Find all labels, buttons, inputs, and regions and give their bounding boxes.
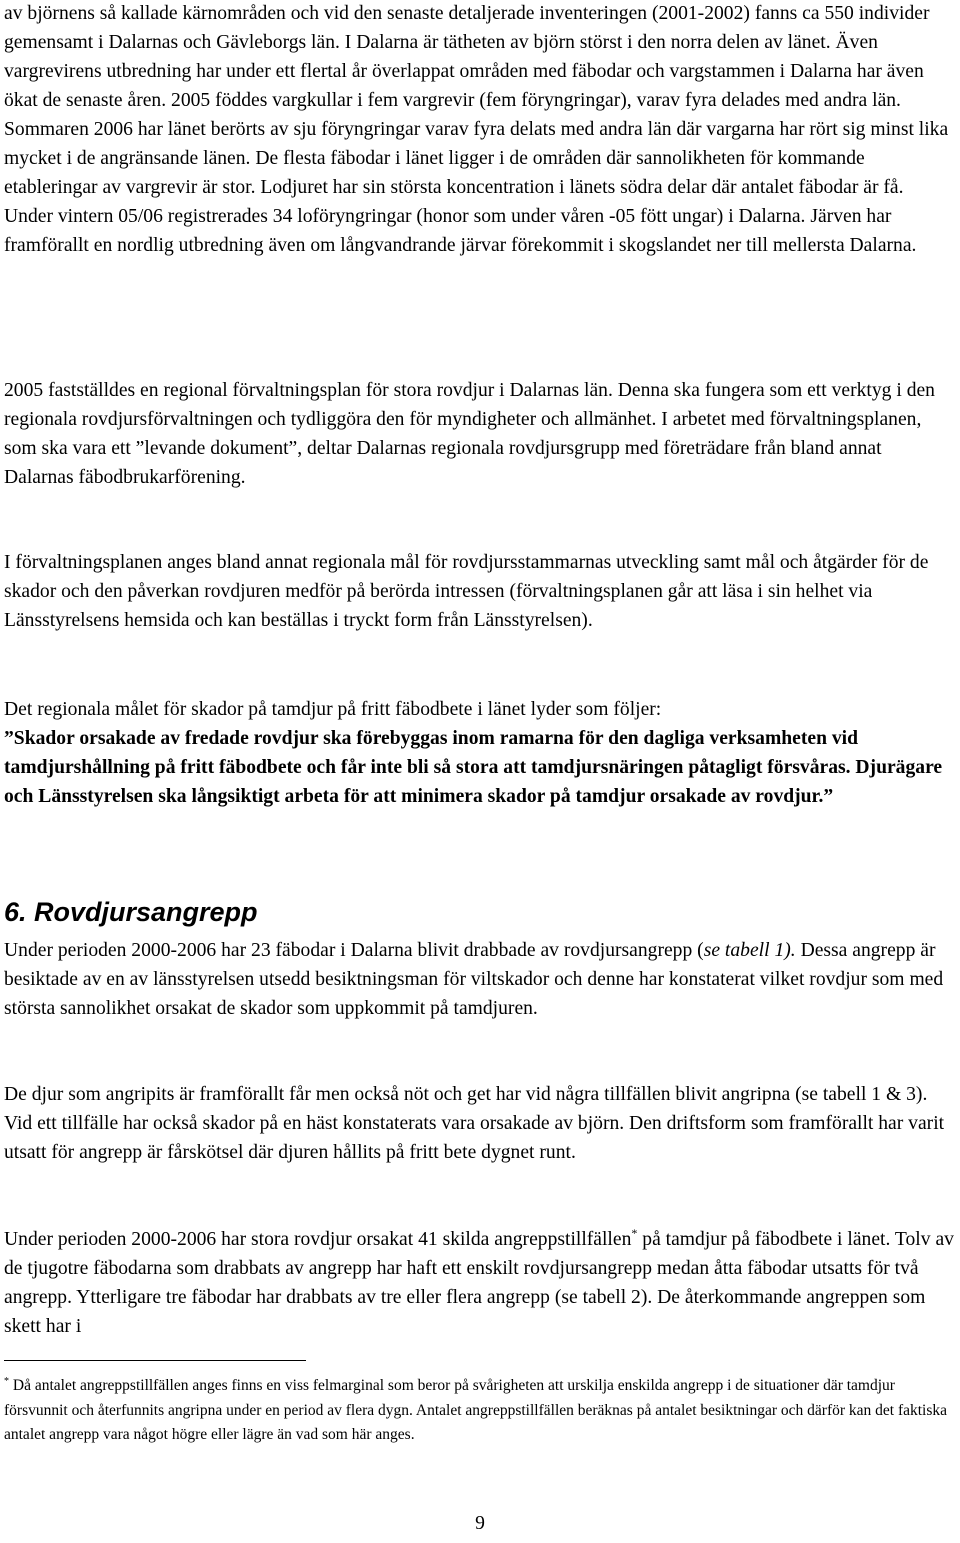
regional-goal-paragraph bbox=[4, 695, 956, 811]
section-heading: 6. Rovdjursangrepp bbox=[4, 897, 258, 927]
footnote-marker: * bbox=[4, 1376, 9, 1387]
body-paragraph: 2005 fastställdes en regional förvaltningsplan för stora rovdjur i Dalarnas län. Denna ska fungera som ett verktyg i den regionala rovdjursförvaltningen och tydliggöra den för myndigheter och allmänhet. I arbetet med förvaltningsplanen, som ska vara ett ”levande dokument”, deltar Dalarnas regionala rovdjursgrupp med företrädare från bland annat Dalarnas fäbodbrukarförening. bbox=[4, 380, 935, 488]
footnote bbox=[4, 1374, 956, 1448]
body-paragraph bbox=[4, 1225, 956, 1341]
page-number: 9 bbox=[475, 1513, 485, 1534]
body-paragraph: De djur som angripits är framförallt får men också nöt och get har vid några tillfällen blivit angripna (se tabell 1 & 3). Vid ett tillfälle har också skador på en häst konstaterats vara orsakade av björn. Den driftsform som framförallt har varit utsatt för angrepp är fårskötsel där djuren hållits på fritt bete dygnet runt. bbox=[4, 1084, 945, 1163]
paragraph-text: Dessa angrepp är besiktade av en av länsstyrelsen utsedd besiktningsman för viltskador och denne har konstaterat vilket rovdjur som med största sannolikhet orsakat de skador som uppkommit på tamdjuren. bbox=[4, 940, 944, 1019]
regional-goal-quote: ”Skador orsakade av fredade rovdjur ska förebyggas inom ramarna för den dagliga verksamheten vid tamdjurshållning på fritt fäbodbete och får inte bli så stora att tamdjursnäringen påtagligt försvåras. Djurägare och Länsstyrelsen ska långsiktigt arbeta för att minimera skador på tamdjur orsakade av rovdjur.” bbox=[4, 728, 943, 807]
footnote-marker: * bbox=[631, 1226, 638, 1240]
body-paragraph: av björnens så kallade kärnområden och vid den senaste detaljerade inventeringen (2001-2002) fanns ca 550 individer gemensamt i Dalarnas och Gävleborgs län. I Dalarna är tätheten av björn störst i den norra delen av länet. Även vargrevirens utbredning har under ett flertal år överlappat områden med fäbodar och vargstammen i Dalarna har även ökat de senaste åren. 2005 föddes vargkullar i fem vargrevir (fem föryngringar), varav fyra delades med andra län. Sommaren 2006 har länet berörts av sju föryngringar varav fyra delats med andra län där vargarna har rört sig minst lika mycket i de angränsande länen. De flesta fäbodar i länet ligger i de områden där sannolikheten för kommande etableringar av vargrevir är stor. Lodjuret har sin största koncentration i länets södra delar där antalet fäbodar är få. Under vintern 05/06 registrerades 34 loföryngringar (honor som under våren -05 fött ungar) i Dalarna. Järven har framförallt en nordlig utbredning även om långvandrande järvar förekommit i skogslandet ner till mellersta Dalarna. bbox=[4, 3, 949, 256]
footnote-divider bbox=[4, 1360, 306, 1361]
paragraph-text: på tamdjur på fäbodbete i länet. Tolv av de tjugotre fäbodarna som drabbats av angrepp har haft ett enskilt rovdjursangrepp medan åtta fäbodar utsatts för två angrepp. Ytterligare tre fäbodar har drabbats av tre eller flera angrepp (se tabell 2). De återkommande angreppen som skett har i bbox=[4, 1229, 954, 1337]
paragraph-text: Under perioden 2000-2006 har 23 fäbodar i Dalarna blivit drabbade av rovdjursangrepp ( bbox=[4, 940, 704, 961]
footnote-text: Då antalet angreppstillfällen anges finns en viss felmarginal som beror på svårigheten att urskilja enskilda angrepp i de situationer där tamdjur försvunnit och återfunnits angripna under en period av flera dygn. Antalet angreppstillfällen beräknas på antalet besiktningar och därför kan det faktiska antalet angrepp vara något högre eller lägre än vad som här anges. bbox=[4, 1377, 948, 1443]
table-reference: se tabell 1). bbox=[703, 940, 796, 961]
paragraph-text: Under perioden 2000-2006 har stora rovdjur orsakat 41 skilda angreppstillfällen bbox=[4, 1229, 632, 1250]
body-paragraph: I förvaltningsplanen anges bland annat regionala mål för rovdjursstammarnas utveckling samt mål och åtgärder för de skador och den påverkan rovdjuren medför på berörda intressen (förvaltningsplanen går att läsa i sin helhet via Länsstyrelsens hemsida och kan beställas i tryckt form från Länsstyrelsen). bbox=[4, 552, 929, 631]
body-paragraph bbox=[4, 936, 956, 1023]
regional-goal-intro: Det regionala målet för skador på tamdjur på fritt fäbodbete i länet lyder som följer: bbox=[4, 699, 662, 720]
